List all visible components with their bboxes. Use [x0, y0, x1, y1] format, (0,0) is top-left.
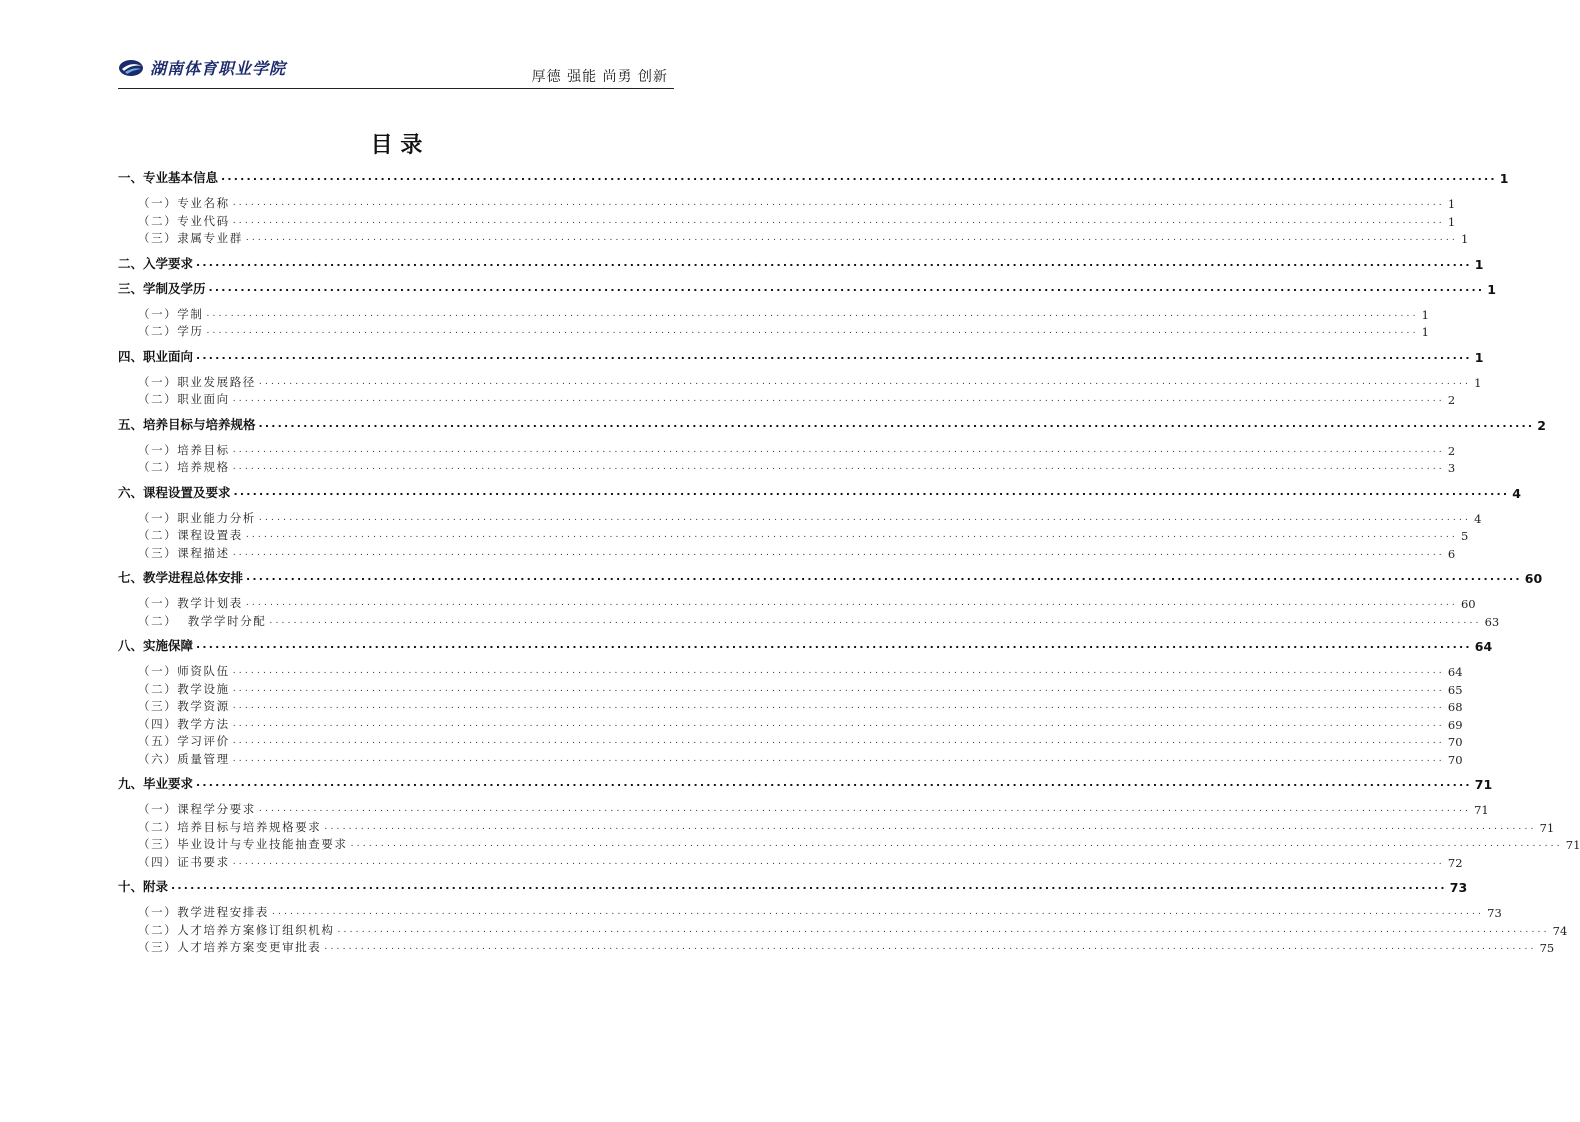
toc-dot-leader: ........................................................................................................................................................................................................ [208, 280, 1485, 294]
toc-entry-label: （三）隶属专业群 [138, 231, 243, 245]
toc-entry-label: 七、教学进程总体安排 [118, 570, 244, 585]
toc-entry-label: （一）职业能力分析 [138, 510, 256, 525]
toc-page-number: 71 [1565, 838, 1580, 852]
toc-dot-leader: ........................................................................................................................................................................................................ [258, 376, 1472, 387]
toc-page-number: 60 [1460, 597, 1476, 611]
school-motto: 厚德 强能 尚勇 创新 [531, 69, 668, 85]
toc-entry-label: （一）学制 [138, 306, 204, 321]
toc-entry-label: （六）质量管理 [138, 751, 230, 766]
toc-subsection-entry[interactable] [118, 595, 1476, 611]
page-title: 目 录 [370, 133, 423, 158]
toc-entry-label: （二）培养目标与培养规格要求 [138, 819, 322, 834]
toc-entry-label: （二）教学设施 [138, 681, 230, 696]
toc-section-entry[interactable] [118, 170, 1509, 186]
toc-dot-leader: ........................................................................................................................................................................................................ [324, 821, 1537, 832]
toc-dot-leader: ........................................................................................................................................................................................................ [350, 839, 1563, 849]
toc-page-number: 71 [1474, 803, 1489, 817]
toc-dot-leader: ........................................................................................................................................................................................................ [337, 924, 1550, 935]
toc-entry-label: 八、实施保障 [118, 638, 194, 653]
toc-page-number: 6 [1447, 546, 1456, 561]
toc-dot-leader: ........................................................................................................................................................................................................ [232, 683, 1445, 694]
toc-dot-leader: ........................................................................................................................................................................................................ [232, 462, 1445, 472]
toc-dot-leader: ........................................................................................................................................................................................................ [245, 233, 1458, 243]
toc-dot-leader: ........................................................................................................................................................................................................ [258, 512, 1472, 523]
toc-entry-label: （三）人才培养方案变更审批表 [138, 940, 322, 954]
toc-section-entry[interactable] [118, 776, 1493, 792]
toc-entry-label: （一）专业名称 [138, 196, 230, 210]
toc-page-number: 72 [1447, 855, 1463, 870]
toc-page-number: 1 [1487, 281, 1496, 297]
toc-dot-leader: ........................................................................................................................................................................................................ [324, 942, 1537, 952]
toc-subsection-entry[interactable] [118, 751, 1463, 767]
toc-subsection-entry[interactable] [118, 442, 1456, 458]
toc-dot-leader: ........................................................................................................................................................................................................ [232, 198, 1445, 208]
toc-entry-label: 三、学制及学历 [118, 280, 206, 296]
toc-dot-leader: ........................................................................................................................................................................................................ [245, 530, 1458, 540]
toc-entry-label: 四、职业面向 [118, 348, 194, 364]
toc-dot-leader: ........................................................................................................................................................................................................ [233, 484, 1510, 498]
toc-dot-leader: ........................................................................................................................................................................................................ [206, 326, 1419, 336]
toc-page-number: 1 [1460, 232, 1469, 246]
toc-subsection-entry[interactable] [118, 459, 1456, 475]
toc-page-number: 1 [1474, 349, 1484, 365]
toc-dot-leader: ........................................................................................................................................................................................................ [206, 308, 1419, 319]
toc-page-number: 1 [1499, 171, 1509, 186]
toc-page-number: 4 [1474, 511, 1482, 526]
toc-dot-leader: ........................................................................................................................................................................................................ [232, 547, 1445, 558]
toc-page-number: 73 [1449, 880, 1468, 895]
toc-page-number: 5 [1460, 529, 1469, 543]
toc-entry-label: （二）专业代码 [138, 213, 230, 228]
toc-page-number: 64 [1447, 665, 1463, 679]
toc-dot-leader: ........................................................................................................................................................................................................ [232, 856, 1445, 867]
toc-dot-leader: ........................................................................................................................................................................................................ [232, 736, 1445, 746]
toc-page-number: 63 [1484, 614, 1500, 629]
toc-entry-label: （二）课程设置表 [138, 528, 243, 542]
toc-page-number: 70 [1447, 752, 1463, 767]
toc-section-entry[interactable] [118, 879, 1468, 895]
toc-subsection-entry[interactable] [118, 801, 1489, 817]
toc-dot-leader: ........................................................................................................................................................................................................ [258, 416, 1535, 430]
toc-entry-label: （三）课程描述 [138, 545, 230, 560]
toc-subsection-entry[interactable] [118, 836, 1580, 852]
toc-entry-label: （二）学历 [138, 324, 204, 338]
toc-page-number: 64 [1474, 639, 1493, 654]
toc-page-number: 1 [1447, 214, 1456, 229]
toc-page-number: 1 [1474, 375, 1482, 390]
toc-subsection-entry[interactable] [118, 663, 1463, 679]
toc-page-number: 1 [1474, 256, 1484, 272]
toc-entry-label: （一）培养目标 [138, 442, 230, 457]
toc-page-number: 1 [1421, 325, 1429, 339]
toc-subsection-entry[interactable] [118, 939, 1555, 955]
toc-dot-leader: ........................................................................................................................................................................................................ [196, 255, 1472, 269]
page-header [118, 50, 674, 89]
toc-dot-leader: ........................................................................................................................................................................................................ [258, 804, 1472, 814]
toc-dot-leader: ........................................................................................................................................................................................................ [171, 879, 1447, 892]
toc-entry-label: 一、专业基本信息 [118, 170, 219, 185]
toc-dot-leader: ........................................................................................................................................................................................................ [221, 170, 1497, 183]
toc-subsection-entry[interactable] [118, 819, 1555, 835]
toc-page-number: 68 [1447, 700, 1463, 714]
toc-entry-label: （一）师资队伍 [138, 664, 230, 678]
toc-dot-leader: ........................................................................................................................................................................................................ [232, 718, 1445, 729]
toc-dot-leader: ........................................................................................................................................................................................................ [196, 348, 1472, 362]
toc-page-number: 1 [1421, 307, 1429, 322]
toc-entry-label: 六、课程设置及要求 [118, 484, 231, 500]
toc-page-number: 2 [1447, 393, 1456, 407]
toc-entry-label: 五、培养目标与培养规格 [118, 416, 256, 432]
toc-page-number: 69 [1447, 717, 1463, 732]
toc-subsection-entry[interactable] [118, 391, 1456, 407]
toc-page-number: 71 [1539, 820, 1555, 835]
toc-dot-leader: ........................................................................................................................................................................................................ [232, 701, 1445, 711]
toc-subsection-entry[interactable] [118, 374, 1482, 390]
toc-dot-leader: ........................................................................................................................................................................................................ [272, 907, 1485, 917]
toc-dot-leader: ........................................................................................................................................................................................................ [232, 215, 1445, 226]
toc-dot-leader: ........................................................................................................................................................................................................ [269, 615, 1482, 626]
toc-entry-label: （一）教学进程安排表 [138, 905, 269, 919]
toc-dot-leader: ........................................................................................................................................................................................................ [232, 666, 1445, 676]
toc-entry-label: （二）培养规格 [138, 460, 230, 474]
toc-dot-leader: ........................................................................................................................................................................................................ [245, 598, 1458, 608]
toc-section-entry[interactable] [118, 348, 1484, 365]
toc-page-number: 2 [1447, 443, 1456, 458]
toc-subsection-entry[interactable] [118, 716, 1463, 732]
toc-page-number: 1 [1447, 197, 1456, 211]
toc-page-number: 65 [1447, 682, 1463, 697]
toc-entry-label: 九、毕业要求 [118, 776, 194, 791]
toc-entry-label: （四）教学方法 [138, 716, 230, 731]
toc-subsection-entry[interactable] [118, 854, 1463, 870]
toc-page-number: 71 [1474, 777, 1493, 792]
toc-section-entry[interactable] [118, 484, 1521, 501]
toc-subsection-entry[interactable] [118, 527, 1469, 543]
toc-subsection-entry[interactable] [118, 510, 1482, 526]
toc-entry-label: （二） 教学学时分配 [138, 613, 267, 628]
toc-subsection-entry[interactable] [118, 904, 1502, 920]
toc-entry-label: （三）教学资源 [138, 699, 230, 713]
toc-subsection-entry[interactable] [118, 306, 1429, 322]
toc-entry-label: （二）人才培养方案修订组织机构 [138, 922, 335, 937]
toc-subsection-entry[interactable] [118, 213, 1456, 229]
toc-page-number: 74 [1552, 923, 1568, 938]
toc-subsection-entry[interactable] [118, 613, 1500, 629]
toc-dot-leader: ........................................................................................................................................................................................................ [232, 444, 1445, 455]
toc-subsection-entry[interactable] [118, 681, 1463, 697]
toc-subsection-entry[interactable] [118, 922, 1568, 938]
school-logo [118, 56, 286, 79]
toc-page-number: 70 [1447, 735, 1463, 749]
toc-subsection-entry[interactable] [118, 230, 1469, 246]
toc-page-number: 75 [1539, 941, 1555, 955]
toc-entry-label: 十、附录 [118, 879, 169, 894]
toc-entry-label: 二、入学要求 [118, 255, 194, 271]
toc-section-entry[interactable] [118, 255, 1484, 272]
toc-entry-label: （二）职业面向 [138, 392, 230, 406]
toc-entry-label: （五）学习评价 [138, 734, 230, 748]
toc-subsection-entry[interactable] [118, 545, 1456, 561]
toc-dot-leader: ........................................................................................................................................................................................................ [232, 753, 1445, 764]
toc-section-entry[interactable] [118, 416, 1546, 433]
toc-entry-label: （一）教学计划表 [138, 596, 243, 610]
toc-dot-leader: ........................................................................................................................................................................................................ [196, 776, 1472, 789]
toc-page-number: 3 [1447, 461, 1456, 475]
toc-dot-leader: ........................................................................................................................................................................................................ [246, 570, 1522, 583]
toc-entry-label: （一）课程学分要求 [138, 802, 256, 816]
toc-page-number: 4 [1512, 485, 1521, 501]
toc-dot-leader: ........................................................................................................................................................................................................ [196, 638, 1472, 651]
toc-page-number: 60 [1524, 571, 1543, 586]
toc-subsection-entry[interactable] [118, 733, 1463, 749]
toc-subsection-entry[interactable] [118, 195, 1456, 211]
toc-entry-label: （一）职业发展路径 [138, 374, 256, 389]
school-name: 湖南体育职业学院 [150, 59, 287, 78]
toc-dot-leader: ........................................................................................................................................................................................................ [232, 394, 1445, 404]
toc-subsection-entry[interactable] [118, 698, 1463, 714]
toc-page-number: 2 [1537, 417, 1546, 433]
toc-subsection-entry[interactable] [118, 323, 1429, 339]
toc-section-entry[interactable] [118, 570, 1543, 586]
toc-entry-label: （三）毕业设计与专业技能抽查要求 [138, 837, 348, 851]
toc-section-entry[interactable] [118, 280, 1496, 297]
toc-entry-label: （四）证书要求 [138, 854, 230, 869]
toc-section-entry[interactable] [118, 638, 1493, 654]
school-emblem-icon [118, 59, 146, 77]
toc-page-number: 73 [1487, 906, 1502, 920]
